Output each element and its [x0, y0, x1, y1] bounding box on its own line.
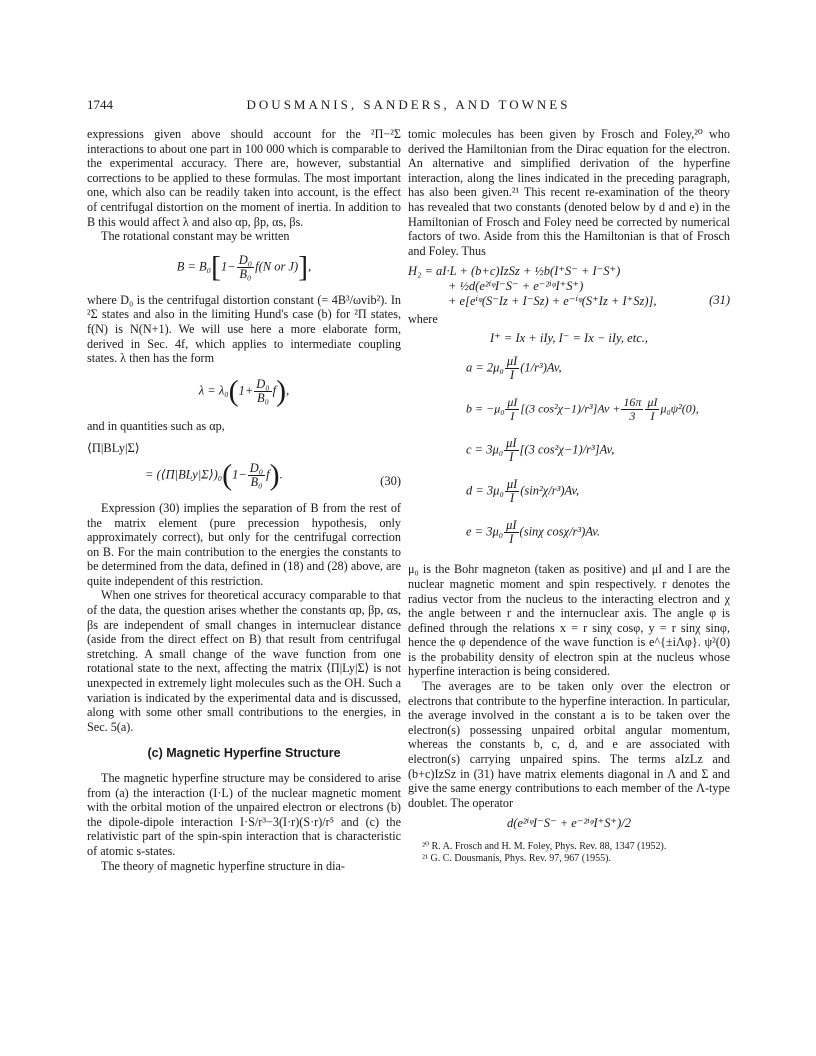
paragraph: expressions given above should account for the ²Π−²Σ interactions to about one part in 100 000 which is comparable to the experimental accuracy. There are, however, substantial corrections to be applied to these formulas. The most important one, which also can be readily taken into account, is the effect of centrifugal distortion on the moment of inertia. In addition to B this would affect λ and also αp, βp, αs, βs. — [87, 127, 401, 229]
paragraph: and in quantities such as αp, — [87, 418, 225, 433]
page-header — [87, 97, 730, 115]
equation-rotational-constant: B = B₀[1− $\frac{\text{D₀}}{\text{B₀}}$ f(N or J)], — [176, 250, 312, 284]
paragraph: The theory of magnetic hyperfine structure in dia- — [101, 858, 345, 873]
paragraph: tomic molecules has been given by Frosch and Foley,²⁰ who derived the Hamiltonian from the Dirac equation for the electron. An alternative and simplified derivation of the hyperfine interaction, along the lines indicated in the preceding paragraph, has also been given.²¹ This recent re-examination of the theory has revealed that two constants (denoted below by d and e) in the Hamiltonian of Frosch and Foley need be corrected by numerical factors of two. Aside from this the Hamiltonian is that of Frosch and Foley. Thus — [408, 127, 730, 258]
footnote-21: ²¹ G. C. Dousmanis, Phys. Rev. 97, 967 (1955). — [422, 853, 611, 864]
paragraph: μ₀ is the Bohr magneton (taken as positive) and μI and I are the nuclear magnetic moment and spin respectively. r denotes the radius vector from the nucleus to the interacting electron and χ the angle between r and the internuclear axis. The angle φ is defined through the relations x = r sinχ cosφ, y = r sinχ sinφ, hence the φ dependence of the wave function is e^{±iΛφ}. ψ²(0) is the probability density of electron spin at the nucleus whose hyperfine interaction is being considered. — [408, 562, 730, 679]
equation-operator: d(e²ⁱᵠI⁻S⁻ + e⁻²ⁱᵠI⁺S⁺)/2 — [506, 816, 632, 831]
right-column — [408, 127, 730, 865]
left-column — [87, 127, 401, 873]
paragraph: The averages are to be taken only over the electron or electrons that contribute to the hyperfine interaction. In particular, the average involved in the constant a is to be taken over the electron(s) possessing unpaired orbital angular momentum, whereas the constants b, c, d, and e are associated with electron(s) carrying unpaired spins. The terms aIzLz and (b+c)IzSz in (31) have matrix elements diagonal in Λ and Σ and give the same energy contributions to each member of the Λ-type doublet. The operator — [408, 679, 730, 810]
equation-d: d = 3μ₀ $\frac{\mu I}{I}$ (sin²χ/r³)Av, — [466, 477, 580, 506]
paragraph: where D₀ is the centrifugal distortion constant (= 4B³/ωvib²). In ²Σ states and also in the limiting Hund's case (b) for ²Π states, f(N) is N(N+1). We will use here a more elaborate form, derived in Sec. 4f, which applies to intermediate coupling states. λ then has the form — [87, 292, 401, 366]
equation-matrix-element: ⟨Π|BLy|Σ⟩ — [87, 441, 140, 456]
equation-e: e = 3μ₀ $\frac{\mu I}{I}$ (sinχ cosχ/r³)Av. — [466, 518, 601, 547]
paragraph: The rotational constant may be written — [101, 229, 290, 244]
footnotes — [408, 841, 730, 865]
section-heading: (c) Magnetic Hyperfine Structure — [147, 746, 341, 761]
paragraph: Expression (30) implies the separation of B from the rest of the matrix element (pure precession hypothesis, only approximately correct), but only for the centrifugal correction on B. For the main contribution to the energies the constants to be determined from the data, defined in (18) and (28) above, are quite independent of this restriction. — [87, 500, 401, 588]
equation-a: a = 2μ₀ $\frac{\mu I}{I}$ (1/r³)Av, — [466, 354, 562, 383]
equation-lambda: λ = λ₀(1+ $\frac{\text{D₀}}{\text{B₀}}$ f), — [198, 374, 290, 408]
footnote-20: ²⁰ R. A. Frosch and H. M. Foley, Phys. Rev. 88, 1347 (1952). — [422, 841, 667, 852]
equation-ladder-operators: I⁺ = Ix + iIy, I⁻ = Ix − iIy, etc., — [490, 330, 648, 345]
paragraph: where — [408, 312, 438, 327]
equation-number: (31) — [709, 293, 730, 308]
page-number: 1744 — [87, 97, 113, 112]
equation-number: (30) — [380, 473, 401, 488]
equation-31: H₂ = aI·L + (b+c)IzSz + ½b(I⁺S⁻ + I⁻S⁺) + ½d(e²ⁱᵠI⁻S⁻ + e⁻²ⁱᵠI⁺S⁺) + e[eⁱᵠ(S⁻Iz + I⁻Sz) + e⁻ⁱᵠ(S⁺Iz + I⁺Sz)], (31) — [408, 264, 730, 308]
running-title: DOUSMANIS, SANDERS, AND TOWNES — [246, 97, 571, 112]
equation-c: c = 3μ₀ $\frac{\mu I}{I}$ [(3 cos²χ−1)/r³]Av, — [466, 436, 615, 465]
paragraph: The magnetic hyperfine structure may be considered to arise from (a) the interaction (I·L) of the nuclear magnetic moment with the orbital motion of the unpaired electron or electrons (b) the dipole-dipole interaction I·S/r³−3(I·r)(S·r)/r⁵ and (c) the relativistic part of the spin-spin interaction that is characteristic of atomic s-states. — [87, 771, 401, 858]
equation-b: b = −μ₀ $\frac{\mu I}{I}$ [(3 cos²χ−1)/r³]Av + $\frac{16\pi}{3}$ $\frac{\mu I}{I}$ μ₀ψ²(0), — [466, 395, 699, 424]
paragraph: When one strives for theoretical accuracy comparable to that of the data, the question arises whether the constants αp, βp, αs, βs are independent of small changes in internuclear distance (aside from the direct effect on B) that result from centrifugal stretching. A small change of the wave function from one rotational state to the next, affecting the matrix ⟨Π|Ly|Σ⟩ is not unexpected in extremely light molecules such as the OH. Such a variation is indicated by the experimental data and is discussed, along with some other small contributions to the energies, in Sec. 5(a). — [87, 588, 401, 734]
equation-30: = (⟨Π|BLy|Σ⟩)₀(1− $\frac{\text{D₀}}{\text{B₀}}$ f). (30) — [145, 458, 401, 492]
